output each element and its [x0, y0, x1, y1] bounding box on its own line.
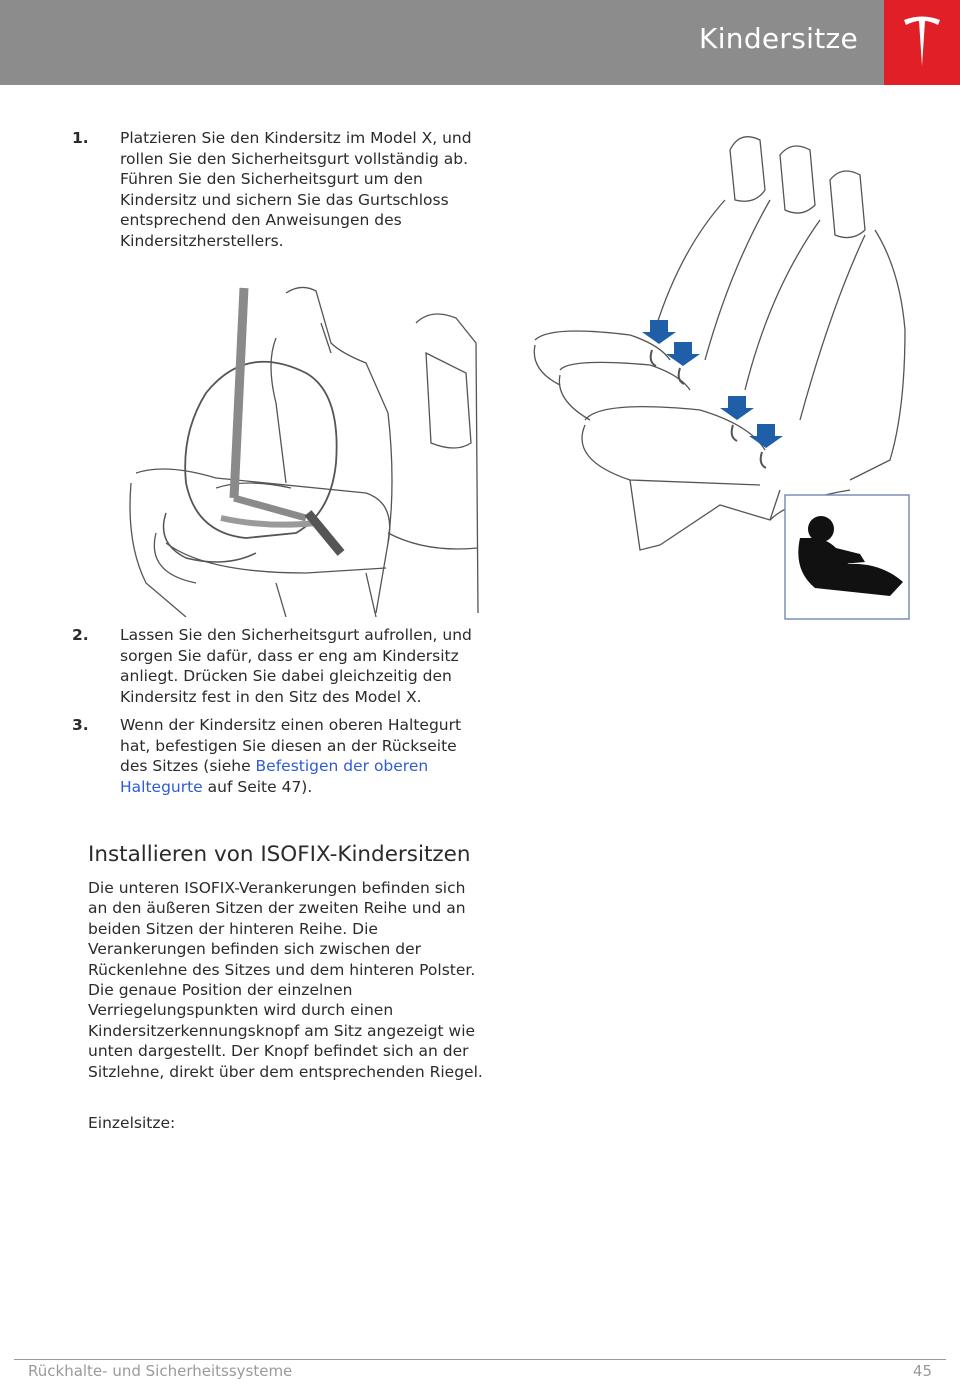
section-heading: Installieren von ISOFIX-Kindersitzen	[88, 842, 471, 867]
steps-list-1	[72, 128, 482, 259]
step-number: 3.	[72, 716, 89, 734]
step-2	[72, 625, 482, 707]
tether-link[interactable]: Befestigen der oberen Haltegurte	[120, 757, 429, 796]
page-number: 45	[912, 1362, 932, 1380]
isofix-anchor-illustration	[530, 130, 920, 630]
footer-divider	[14, 1359, 946, 1360]
page-title: Kindersitze	[699, 22, 858, 55]
step-3	[72, 715, 482, 797]
step-text-before: Wenn der Kindersitz einen oberen Haltegurt hat, befestigen Sie diesen an der Rückseite des Sitzes (siehe	[120, 716, 462, 775]
step-number: 2.	[72, 626, 89, 644]
body-paragraph-2: Einzelsitze:	[88, 1114, 176, 1132]
step-text: Platzieren Sie den Kindersitz im Model X, und rollen Sie den Sicherheitsgurt vollständig ab. Führen Sie den Sicherheitsgurt um den Kindersitz und sichern Sie das Gurtschloss entsprechend den Anweisungen des Kindersitzherstellers.	[120, 129, 472, 250]
step-text: Lassen Sie den Sicherheitsgurt aufrollen, und sorgen Sie dafür, dass er eng am Kindersitz anliegt. Drücken Sie dabei gleichzeitig den Kindersitz fest in den Sitz des Model X.	[120, 626, 472, 706]
footer-section: Rückhalte- und Sicherheitssysteme	[28, 1362, 293, 1380]
step-1	[72, 128, 482, 251]
steps-list-2	[72, 625, 482, 805]
tesla-logo-icon	[902, 14, 942, 70]
brand-logo	[884, 0, 960, 85]
step-text	[120, 715, 482, 797]
child-seat-illustration	[126, 283, 482, 617]
body-paragraph: Die unteren ISOFIX-Verankerungen befinden sich an den äußeren Sitzen der zweiten Reihe und an beiden Sitzen der hinteren Reihe. Die Verankerungen befinden sich zwischen der Rückenlehne des Sitzes und dem hinteren Polster. Die genaue Position der einzelnen Verriegelungspunkten wird durch einen Kindersitzerkennungsknopf am Sitz angezeigt wie unten dargestellt. Der Knopf befindet sich an der Sitzlehne, direkt über dem entsprechenden Riegel.	[88, 879, 483, 1081]
step-number: 1.	[72, 129, 89, 147]
step-text-after: auf Seite 47).	[202, 777, 313, 796]
